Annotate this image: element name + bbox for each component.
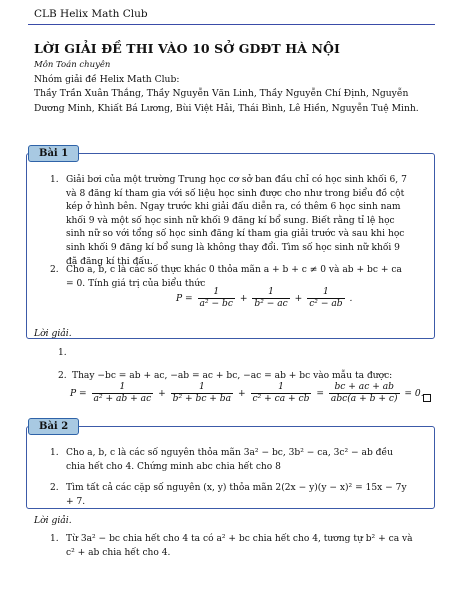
solution-1-expression xyxy=(70,382,424,405)
plus-sign: + xyxy=(239,294,248,304)
plus-sign: + xyxy=(294,294,303,304)
fraction-2-num: 1 xyxy=(252,287,289,299)
fraction-1-den: a² − bc xyxy=(199,299,233,309)
expr-p: P = xyxy=(70,389,87,399)
problem-2-item-2-text: Tìm tất cả các cặp số nguyên (x, y) thỏa mãn 2(2x − y)(y − x)² = 15x − 7y + 7. xyxy=(66,483,407,507)
fraction-3-den: c² + ca + cb xyxy=(252,394,310,404)
problem-1-tag: Bài 1 xyxy=(28,145,79,162)
fraction-3 xyxy=(251,382,312,405)
problem-1-item-2-number: 2. xyxy=(50,265,59,275)
fraction-3-den: c² − ab xyxy=(309,299,343,309)
qed-square xyxy=(423,394,431,402)
plus-sign: + xyxy=(158,389,166,399)
header-rule xyxy=(28,24,435,25)
fraction-2-den: b² + bc + ba xyxy=(172,394,232,404)
equals-sign: = xyxy=(316,389,325,399)
problem-1-item-2-text: Cho a, b, c là các số thực khác 0 thỏa mãn a + b + c ≠ 0 và ab + bc + ca = 0. Tính giá trị của biểu thức xyxy=(66,265,402,289)
solution-1-label: Lời giải. xyxy=(34,328,72,339)
problem-2-item-2-number: 2. xyxy=(50,483,59,493)
page-header: CLB Helix Math Club xyxy=(34,8,148,20)
expr-p: P = xyxy=(176,294,193,304)
fraction-2-num: 1 xyxy=(171,382,233,394)
fraction-1 xyxy=(198,287,235,310)
fraction-4-den: abc(a + b + c) xyxy=(330,394,398,404)
problem-2-item-1-number: 1. xyxy=(50,448,59,458)
fraction-1-num: 1 xyxy=(198,287,235,299)
solution-1-substitution-line: Thay −bc = ab + ac, −ab = ac + bc, −ac = ab + bc vào mẫu ta được: xyxy=(72,371,393,381)
solution-2-item-1-number: 1. xyxy=(50,534,59,544)
fraction-2 xyxy=(252,287,289,310)
problem-1-expression xyxy=(176,287,352,310)
solution-2-label: Lời giải. xyxy=(34,515,72,526)
authors-list: Thầy Trần Xuân Thắng, Thầy Nguyễn Văn Linh, Thầy Nguyễn Chí Định, Nguyễn Dương Minh, Khiất Bá Lương, Bùi Việt Hải, Thái Bình, Lê Hiền, Nguyễn Tuệ Minh. xyxy=(34,88,419,114)
fraction-3-num: 1 xyxy=(307,287,344,299)
problem-1-item-1-number: 1. xyxy=(50,175,59,185)
subject-line: Môn Toán chuyên xyxy=(34,60,111,70)
period: . xyxy=(349,294,353,304)
result: = 0. xyxy=(404,389,424,399)
solution-1-item-1-number: 1. xyxy=(58,348,67,358)
fraction-4 xyxy=(329,382,400,405)
fraction-2-den: b² − ac xyxy=(254,299,288,309)
fraction-1-den: a² + ab + ac xyxy=(93,394,152,404)
solution-2-item-1-text: Từ 3a² − bc chia hết cho 4 ta có a² + bc chia hết cho 4, tương tự b² + ca và c² + ab chia hết cho 4. xyxy=(66,534,413,558)
problem-2-tag: Bài 2 xyxy=(28,418,79,435)
fraction-3 xyxy=(307,287,344,310)
fraction-1 xyxy=(92,382,154,405)
fraction-4-num: bc + ac + ab xyxy=(329,382,400,394)
solution-1-item-2-number: 2. xyxy=(58,371,67,381)
fraction-1-num: 1 xyxy=(92,382,154,394)
document-title: LỜI GIẢI ĐỀ THI VÀO 10 SỞ GDĐT HÀ NỘI xyxy=(34,41,340,56)
group-line: Nhóm giải đề Helix Math Club: xyxy=(34,74,180,85)
problem-1-item-1-text: Giải bơi của một trường Trung học cơ sở ban đầu chỉ có học sinh khối 6, 7 và 8 đăng kí tham gia với số liệu học sinh được cho như trong biểu đồ cột kép ở hình bên. Ngay trước khi giải đấu diễn ra, có thêm 6 học sinh nam khối 9 và một số học sinh nữ khối 9 đăng kí bổ sung. Biết rằng tỉ lệ học sinh nữ so với tổng số học sinh đăng kí tham gia giải trước và sau khi học sinh khối 9 đăng kí bổ sung là không thay đổi. Tìm số học sinh nữ khối 9 đã đăng kí thi đấu. xyxy=(66,175,407,267)
problem-2-item-1-text: Cho a, b, c là các số nguyên thỏa mãn 3a² − bc, 3b² − ca, 3c² − ab đều chia hết cho 4. Chứng minh abc chia hết cho 8 xyxy=(66,448,393,472)
plus-sign: + xyxy=(237,389,246,399)
fraction-3-num: 1 xyxy=(251,382,312,394)
fraction-2 xyxy=(171,382,233,405)
